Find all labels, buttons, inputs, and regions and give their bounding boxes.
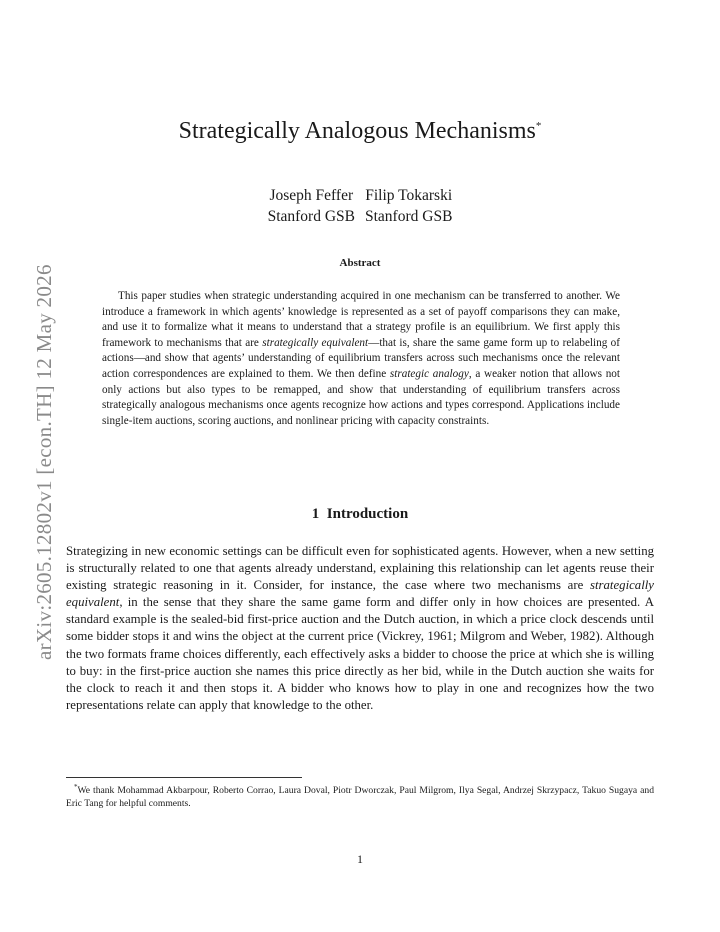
section-number: 1 xyxy=(311,506,320,522)
introduction-paragraph xyxy=(66,543,654,714)
section-title: Introduction xyxy=(326,506,409,522)
arxiv-identifier: arXiv:2605.12802v1 [econ.TH] 12 May 2026 xyxy=(32,264,56,660)
footnote-mark: * xyxy=(74,783,78,791)
author-tokarski xyxy=(365,185,452,227)
author-feffer xyxy=(268,185,355,227)
paper-title xyxy=(0,118,720,145)
intro-part-1: Strategizing in new economic settings can be difficult even for sophisticated agents. However, when a new setting is structurally related to one that agents already understand, explaining this relationship can let agents reuse their existing strategic reasoning in it. Consider, for instance, the case where two mechanisms are xyxy=(66,544,654,593)
page-number: 1 xyxy=(357,852,363,866)
footnote xyxy=(66,781,654,810)
author-name: Filip Tokarski xyxy=(365,187,453,204)
intro-part-2: , in the sense that they share the same game form and differ only in how choices are presented. A standard example is the sealed-bid first-price auction and the Dutch auction, in which a price clock descends until some bidder stops it and wins the object at the current price (Vickrey, 1961; Milgrom and Weber, 1982). Although the two formats frame choices differently, each effectively asks a bidder to choose the price at which she is willing to buy: in the first-price auction she names this price directly as her bid, while in the Dutch auction she waits for the clock to reach it and then stops it. A bidder who knows how to play in one and recognizes how the two representations relate can apply that knowledge to the other. xyxy=(66,595,654,712)
abstract-emphasis-2: strategic analogy xyxy=(389,367,469,380)
intro-emphasis-1: strategically equivalent xyxy=(66,578,654,610)
abstract-heading: Abstract xyxy=(339,257,381,269)
abstract-emphasis-1: strategically equivalent xyxy=(262,336,369,349)
author-name: Joseph Feffer xyxy=(269,187,354,204)
author-affiliation: Stanford GSB xyxy=(365,208,453,225)
abstract-part-2: —that is, share the same game form up to relabeling of actions—and show that agents’ understanding of equilibrium transfers across such mechanisms once the relevant action correspondences are explained to them. We then define xyxy=(102,336,620,380)
abstract-part-3: , a weaker notion that allows not only actions but also types to be remapped, and show that understanding of equilibrium transfers across strategically analogous mechanisms once agents recognize how actions and types correspond. Applications include single-item auctions, scoring auctions, and nonlinear pricing with capacity constraints. xyxy=(102,367,620,427)
title-footnote-mark: * xyxy=(535,120,542,132)
author-affiliation: Stanford GSB xyxy=(267,208,355,225)
paper-title-text: Strategically Analogous Mechanisms xyxy=(178,118,536,144)
author-block xyxy=(0,185,720,227)
section-heading-introduction xyxy=(0,506,720,523)
abstract-text xyxy=(102,289,620,429)
abstract-part-1: This paper studies when strategic understanding acquired in one mechanism can be transferred to another. We introduce a framework in which agents’ knowledge is represented as a set of payoff comparisons they can make, and use it to formalize what it means to understand that a strategy profile is an equilibrium. We first apply this framework to mechanisms that are xyxy=(102,290,620,349)
footnote-divider xyxy=(66,777,302,778)
footnote-text: We thank Mohammad Akbarpour, Roberto Corrao, Laura Doval, Piotr Dworczak, Paul Milgrom, Ilya Segal, Andrzej Skrzypacz, Takuo Sugaya and Eric Tang for helpful comments. xyxy=(66,785,654,810)
